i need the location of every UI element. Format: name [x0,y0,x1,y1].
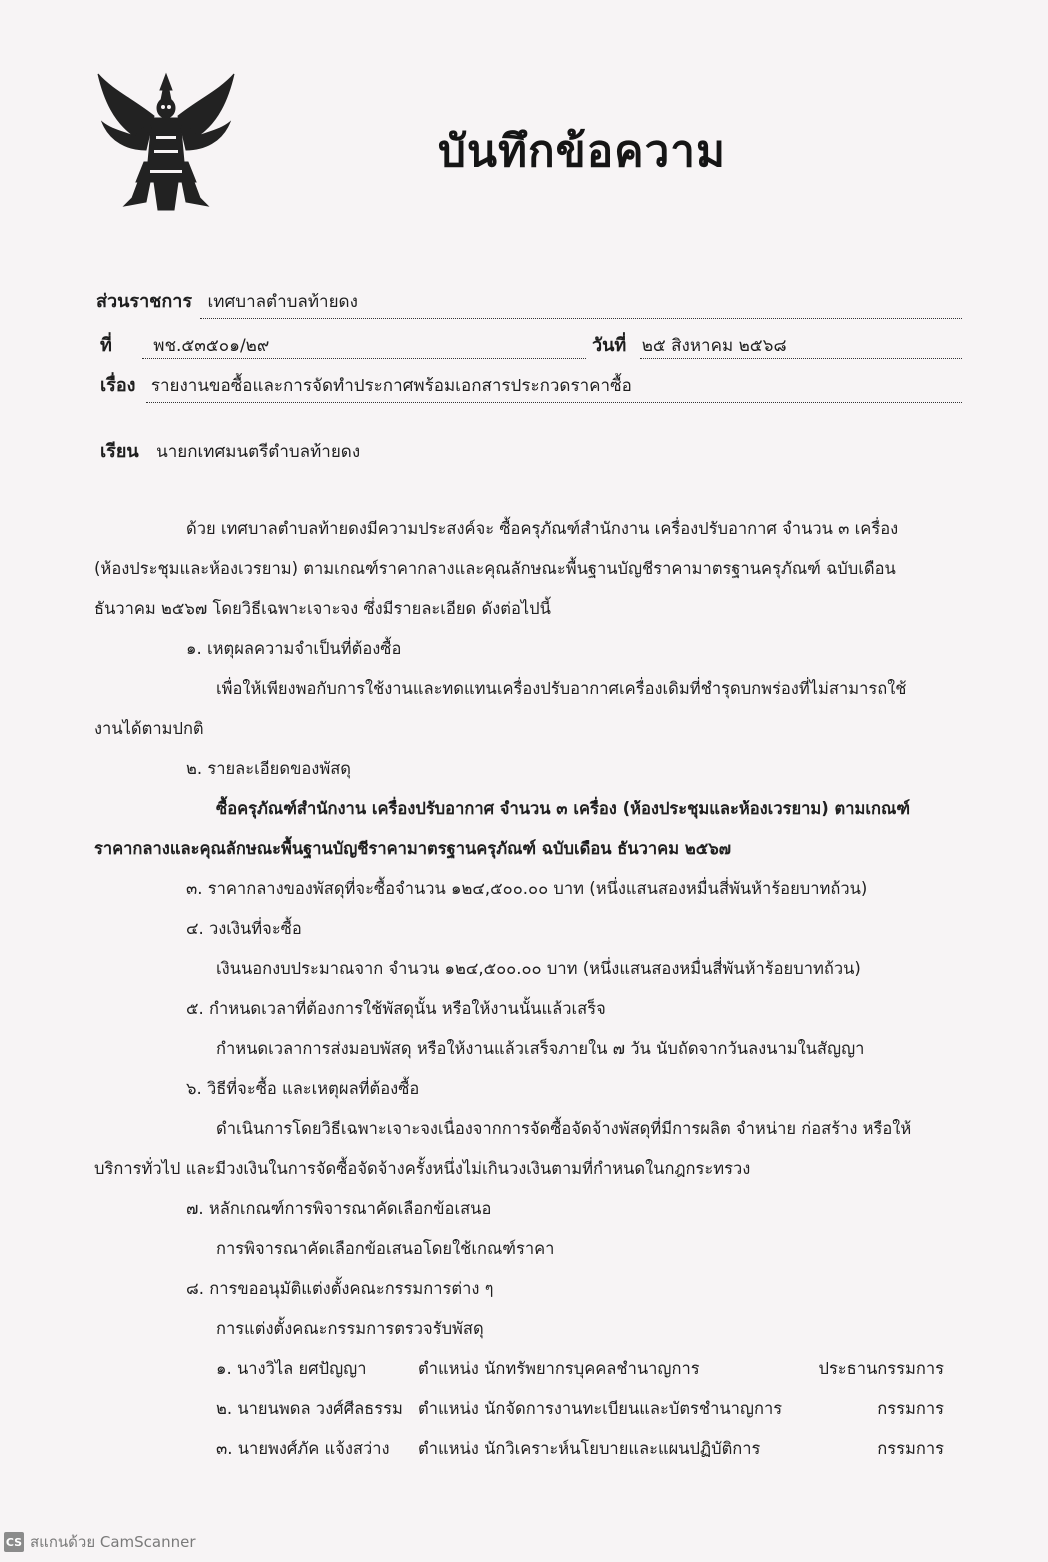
ref-label: ที่ [100,335,112,356]
section-6-text-1: ดำเนินการโดยวิธีเฉพาะเจาะจงเนื่องจากการจัดซื้อจัดจ้างพัสดุที่มีการผลิต จำหน่าย ก่อสร้าง หรือให้ [216,1119,912,1138]
to-value: นายกเทศมนตรีตำบลท้ายดง [156,442,361,462]
subject-row [100,370,632,399]
committee-member-2-position: ตำแหน่ง นักจัดการงานทะเบียนและบัตรชำนาญการ [418,1399,783,1418]
camscanner-watermark [4,1530,196,1554]
committee-member-2-role: กรรมการ [877,1399,944,1418]
section-8-text: การแต่งตั้งคณะกรรมการตรวจรับพัสดุ [216,1319,484,1338]
camscanner-text: สแกนด้วย CamScanner [30,1533,196,1551]
section-8-heading: ๘. การขออนุมัติแต่งตั้งคณะกรรมการต่าง ๆ [186,1279,494,1298]
section-2-heading: ๒. รายละเอียดของพัสดุ [186,759,351,778]
intro-line-1: ด้วย เทศบาลตำบลท้ายดงมีความประสงค์จะ ซื้อครุภัณฑ์สำนักงาน เครื่องปรับอากาศ จำนวน ๓ เครื่อง [186,519,899,538]
intro-line-3: ธันวาคม ๒๕๖๗ โดยวิธีเฉพาะเจาะจง ซึ่งมีรายละเอียด ดังต่อไปนี้ [94,599,551,618]
to-row [100,436,360,465]
subject-underline [146,402,962,403]
date-label: วันที่ [592,335,627,356]
section-7-text: การพิจารณาคัดเลือกข้อเสนอโดยใช้เกณฑ์ราคา [216,1239,555,1258]
section-6-heading: ๖. วิธีที่จะซื้อ และเหตุผลที่ต้องซื้อ [186,1079,420,1098]
section-2-text-1: ซื้อครุภัณฑ์สำนักงาน เครื่องปรับอากาศ จำนวน ๓ เครื่อง (ห้องประชุมและห้องเวรยาม) ตามเกณฑ์ [216,799,911,818]
agency-row [96,286,358,315]
date-underline [640,358,962,359]
committee-member-3-role: กรรมการ [877,1439,944,1458]
section-1-heading: ๑. เหตุผลความจำเป็นที่ต้องซื้อ [186,639,402,658]
agency-underline [200,318,962,319]
section-6-text-2: บริการทั่วไป และมีวงเงินในการจัดซื้อจัดจ้างครั้งหนึ่งไม่เกินวงเงินตามที่กำหนดในกฎกระทรวง [94,1159,751,1178]
section-5-text: กำหนดเวลาการส่งมอบพัสดุ หรือให้งานแล้วเสร็จภายใน ๗ วัน นับถัดจากวันลงนามในสัญญา [216,1039,865,1058]
subject-label: เรื่อง [100,375,136,396]
subject-value: รายงานขอซื้อและการจัดทำประกาศพร้อมเอกสารประกวดราคาซื้อ [150,376,632,396]
section-4-heading: ๔. วงเงินที่จะซื้อ [186,919,302,938]
section-2-text-2: ราคากลางและคุณลักษณะพื้นฐานบัญชีราคามาตรฐานครุภัณฑ์ ฉบับเดือน ธันวาคม ๒๕๖๗ [94,839,732,858]
ref-number: พช.๕๓๕๐๑/๒๙ [153,336,270,356]
date-row [592,330,787,359]
date-value: ๒๕ สิงหาคม ๒๕๖๘ [641,336,787,356]
section-1-text-1: เพื่อให้เพียงพอกับการใช้งานและทดแทนเครื่องปรับอากาศเครื่องเดิมที่ชำรุดบกพร่องที่ไม่สามารถใช้ [216,679,907,698]
section-5-heading: ๕. กำหนดเวลาที่ต้องการใช้พัสดุนั้น หรือให้งานนั้นแล้วเสร็จ [186,999,606,1018]
committee-member-2-name: ๒. นายนพดล วงศ์ศีลธรรม [216,1399,403,1418]
section-4-text: เงินนอกงบประมาณจาก จำนวน ๑๒๔,๕๐๐.๐๐ บาท (หนึ่งแสนสองหมื่นสี่พันห้าร้อยบาทถ้วน) [216,959,861,978]
garuda-emblem-icon [94,70,238,218]
ref-underline [142,358,586,359]
section-3-heading: ๓. ราคากลางของพัสดุที่จะซื้อจำนวน ๑๒๔,๕๐๐.๐๐ บาท (หนึ่งแสนสองหมื่นสี่พันห้าร้อยบาทถ้วน) [186,879,868,898]
committee-member-1-name: ๑. นางวิไล ยศปัญญา [216,1359,367,1378]
committee-member-3-position: ตำแหน่ง นักวิเคราะห์นโยบายและแผนปฏิบัติการ [418,1439,761,1458]
agency-value: เทศบาลตำบลท้ายดง [207,292,358,312]
ref-row [100,330,269,359]
committee-member-1-position: ตำแหน่ง นักทรัพยากรบุคคลชำนาญการ [418,1359,700,1378]
agency-label: ส่วนราชการ [96,291,193,312]
committee-member-3-name: ๓. นายพงศ์ภัค แจ้งสว่าง [216,1439,390,1458]
memo-title: บันทึกข้อความ [438,126,727,177]
to-label: เรียน [100,441,139,462]
intro-line-2: (ห้องประชุมและห้องเวรยาม) ตามเกณฑ์ราคากลางและคุณลักษณะพื้นฐานบัญชีราคามาตรฐานครุภัณฑ์ ฉบับเดือน [94,559,896,578]
camscanner-logo-icon: CS [4,1532,24,1552]
section-1-text-2: งานได้ตามปกติ [94,719,204,738]
committee-member-1-role: ประธานกรรมการ [818,1359,944,1378]
section-7-heading: ๗. หลักเกณฑ์การพิจารณาคัดเลือกข้อเสนอ [186,1199,492,1218]
